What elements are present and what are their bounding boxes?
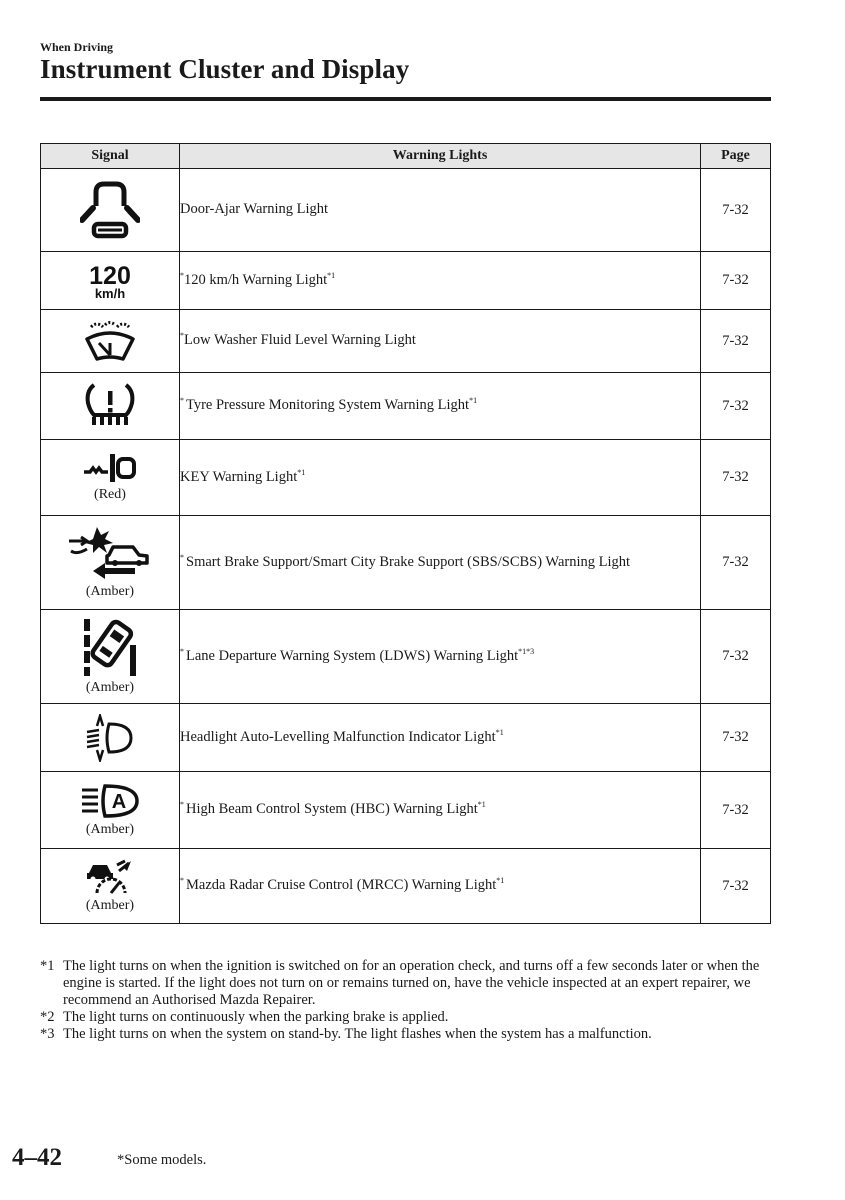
footnote	[40, 958, 770, 1009]
warning-light-label: * Lane Departure Warning System (LDWS) Warning Light$^{*1*3}$	[180, 610, 701, 704]
warning-light-label: * Tyre Pressure Monitoring System Warning Light$^{*1}$	[180, 373, 701, 440]
section-label: When Driving	[40, 40, 114, 54]
signal-cell	[41, 252, 180, 310]
smart-brake-icon	[67, 525, 153, 581]
table-row	[41, 772, 771, 849]
table-row	[41, 849, 771, 924]
signal-color-note: (Amber)	[85, 821, 135, 837]
door-ajar-icon	[80, 178, 140, 242]
signal-cell	[41, 373, 180, 440]
signal-cell	[41, 310, 180, 373]
signal-cell	[41, 772, 180, 849]
page-reference: 7-32	[701, 849, 771, 924]
signal-cell	[41, 516, 180, 610]
page-reference: 7-32	[701, 310, 771, 373]
warning-light-label: *120 km/h Warning Light$^{*1}$	[180, 252, 701, 310]
footnote	[40, 1026, 770, 1043]
table-row	[41, 373, 771, 440]
radar-cruise-icon	[85, 859, 135, 895]
signal-cell	[41, 704, 180, 772]
page-reference: 7-32	[701, 516, 771, 610]
footnote-text: The light turns on when the system on stand-by. The light flashes when the system has a malfunction.	[63, 1026, 652, 1042]
page-number: 4–42	[12, 1144, 62, 1171]
washer-fluid-icon	[83, 319, 137, 363]
table-row	[41, 610, 771, 704]
footnote-mark: *1	[40, 958, 55, 974]
signal-color-note: (Amber)	[85, 897, 135, 913]
page-reference: 7-32	[701, 373, 771, 440]
lane-departure-icon	[80, 617, 140, 677]
footnote	[40, 1009, 770, 1026]
table-row	[41, 704, 771, 772]
footer-note: *Some models.	[117, 1152, 207, 1168]
key-icon	[82, 452, 138, 484]
signal-color-note: (Amber)	[85, 680, 135, 695]
footnote-mark: *3	[40, 1026, 55, 1042]
svg-text:A: A	[111, 790, 127, 813]
warning-lights-table	[40, 143, 771, 924]
svg-text:km/h: km/h	[94, 285, 126, 301]
warning-light-label: KEY Warning Light$^{*1}$	[180, 440, 701, 516]
warning-light-label: * Mazda Radar Cruise Control (MRCC) Warning Light$^{*1}$	[180, 849, 701, 924]
page-reference: 7-32	[701, 704, 771, 772]
table-row	[41, 440, 771, 516]
svg-text:120: 120	[89, 261, 131, 290]
high-beam-control-icon	[80, 783, 140, 819]
footnotes	[40, 958, 770, 1043]
signal-cell	[41, 610, 180, 704]
table-row	[41, 252, 771, 310]
footnote-mark: *2	[40, 1009, 55, 1025]
signal-cell	[41, 849, 180, 924]
footnote-text: The light turns on continuously when the parking brake is applied.	[63, 1009, 449, 1025]
page-reference: 7-32	[701, 772, 771, 849]
page-reference: 7-32	[701, 610, 771, 704]
warning-light-label: Door-Ajar Warning Light	[180, 169, 701, 252]
page-title: Instrument Cluster and Display	[40, 54, 410, 84]
table-row	[41, 516, 771, 610]
title-rule	[40, 97, 771, 101]
table-header-row	[41, 144, 771, 169]
page-reference: 7-32	[701, 169, 771, 252]
signal-color-note: (Red)	[94, 487, 126, 502]
column-header-warning-lights: Warning Lights	[180, 144, 701, 169]
headlight-levelling-icon	[85, 714, 135, 762]
warning-light-label: * High Beam Control System (HBC) Warning Light$^{*1}$	[180, 772, 701, 849]
signal-color-note: (Amber)	[85, 584, 135, 599]
page-reference: 7-32	[701, 252, 771, 310]
column-header-page: Page	[701, 144, 771, 169]
warning-light-label: Headlight Auto-Levelling Malfunction Indicator Light$^{*1}$	[180, 704, 701, 772]
tyre-pressure-icon	[82, 381, 138, 431]
column-header-signal: Signal	[41, 144, 180, 169]
warning-light-label: *Low Washer Fluid Level Warning Light	[180, 310, 701, 373]
table-row	[41, 310, 771, 373]
page-reference: 7-32	[701, 440, 771, 516]
signal-cell	[41, 169, 180, 252]
footnote-text: The light turns on when the ignition is switched on for an operation check, and turns off a few seconds later or when the engine is started. If the light does not turn on or remains turned on, have the vehicle inspected at an expert repairer, we recommend an Authorised Mazda Repairer.	[63, 958, 760, 1008]
table-row	[41, 169, 771, 252]
speed-120-icon	[85, 261, 135, 301]
signal-cell	[41, 440, 180, 516]
warning-light-label: * Smart Brake Support/Smart City Brake Support (SBS/SCBS) Warning Light	[180, 516, 701, 610]
